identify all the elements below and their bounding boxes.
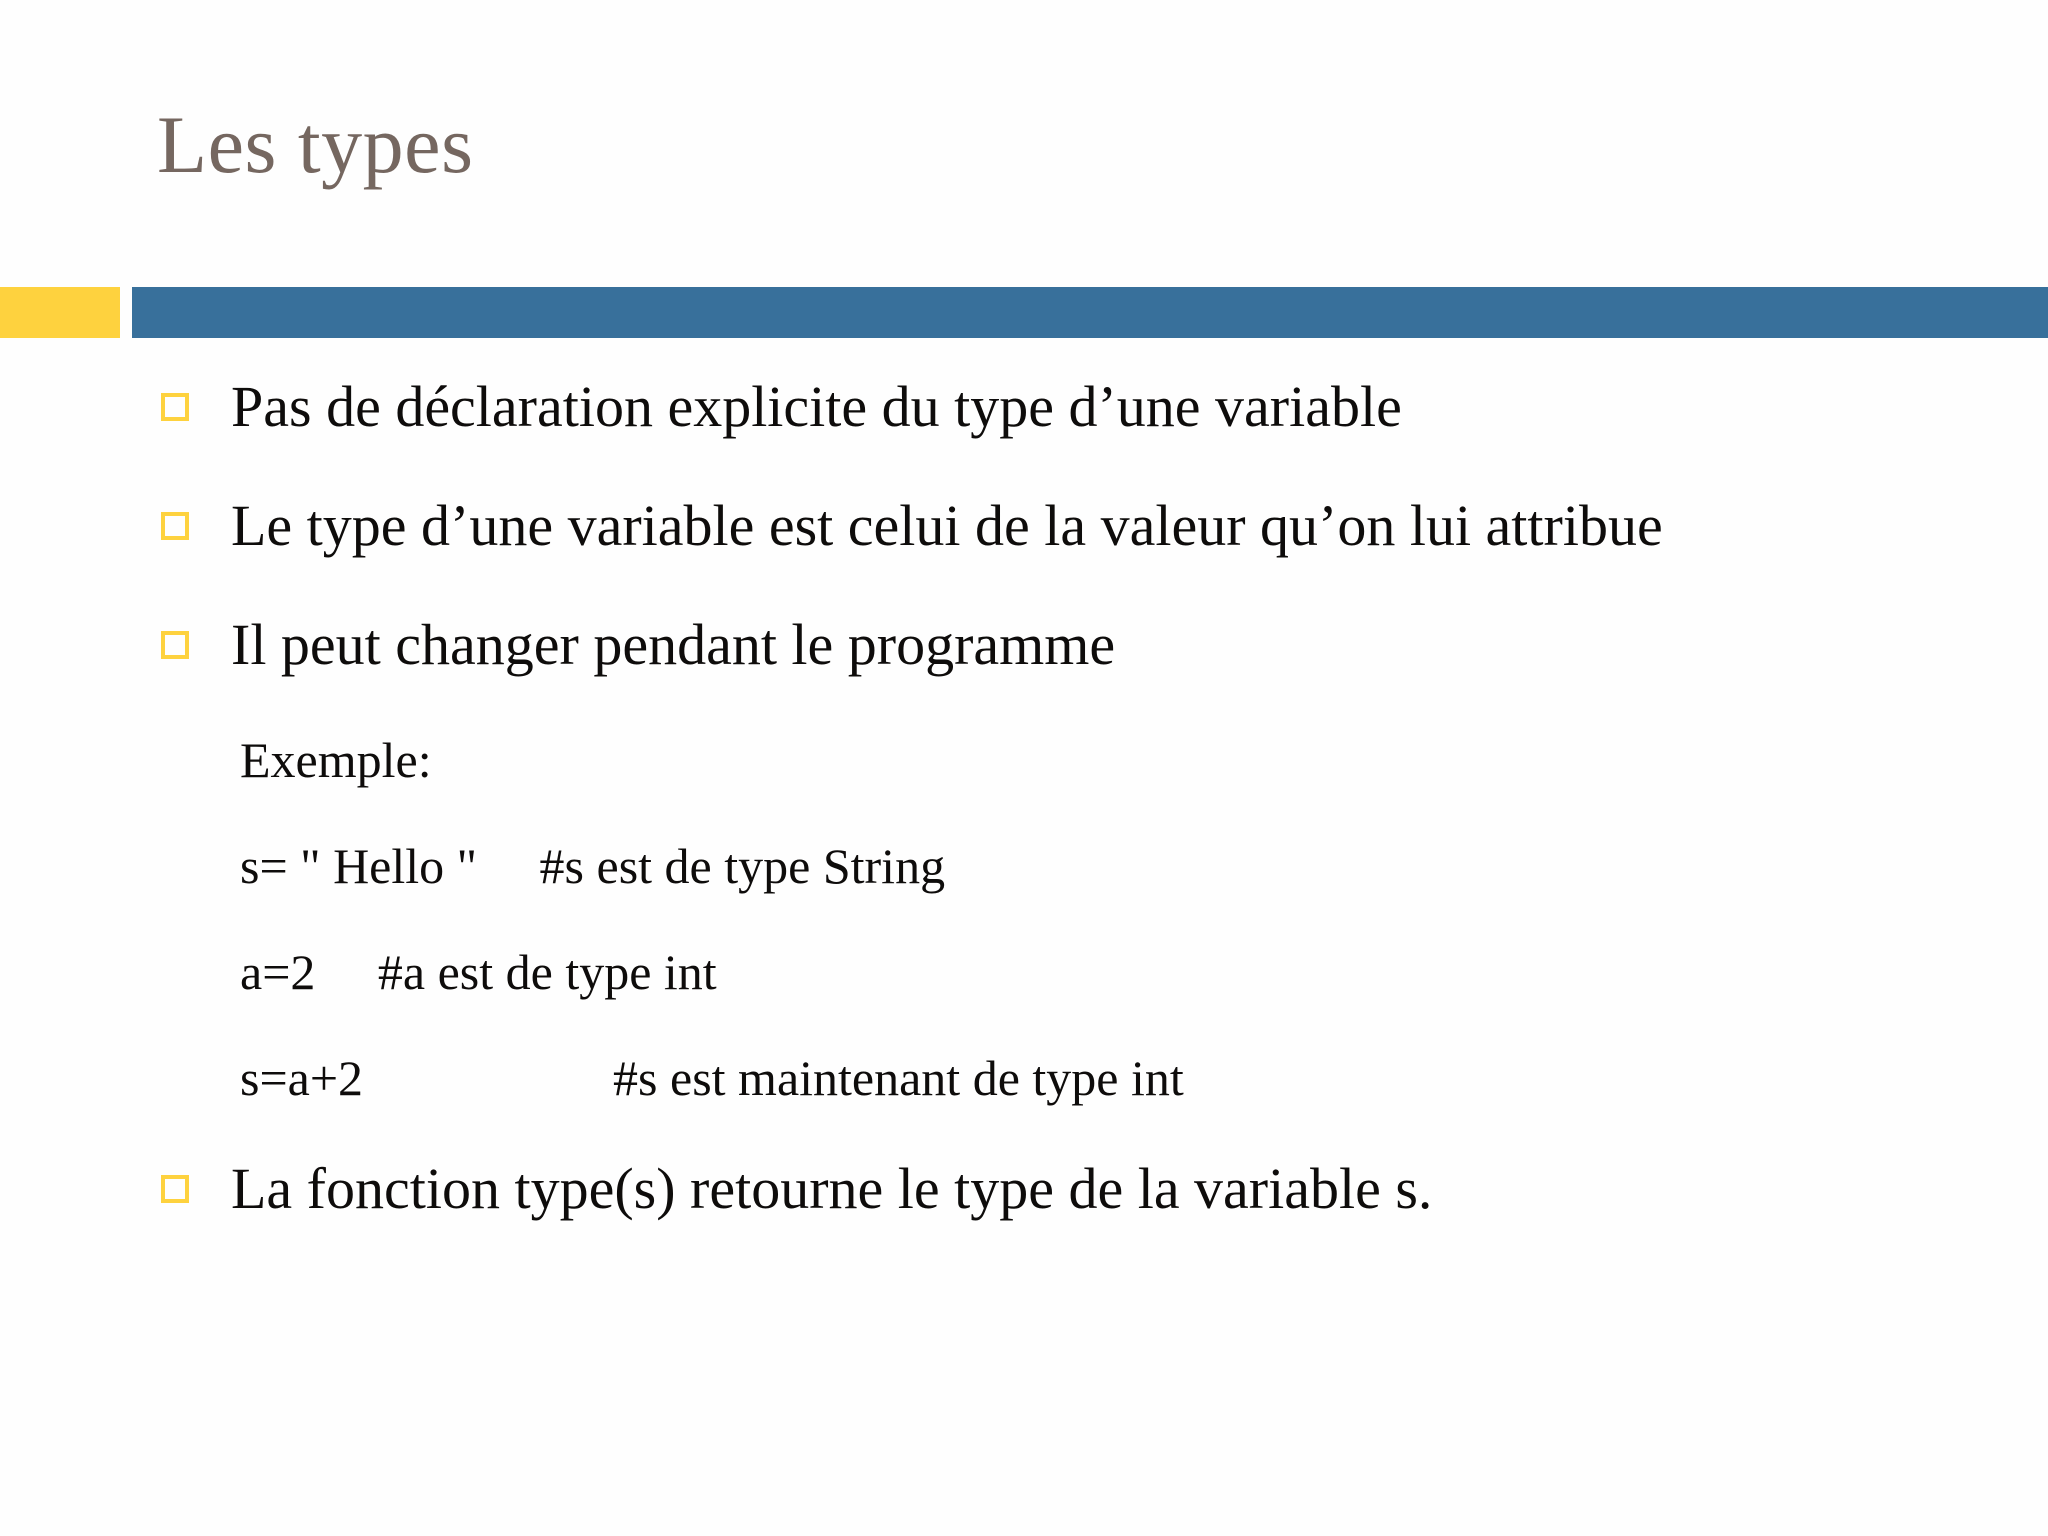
bullet-item	[161, 1156, 1433, 1221]
example-line: s=a+2 #s est maintenant de type int	[240, 1050, 1184, 1106]
slide-title: Les types	[157, 99, 474, 190]
example-heading: Exemple:	[240, 732, 432, 788]
square-bullet-icon	[161, 393, 189, 421]
square-bullet-icon	[161, 512, 189, 540]
bullet-text: Il peut changer pendant le programme	[231, 612, 1116, 677]
bullet-item	[161, 612, 1116, 677]
title-accent-bar	[0, 287, 120, 338]
title-divider-bar	[132, 287, 2048, 338]
bullet-item	[161, 374, 1402, 439]
square-bullet-icon	[161, 631, 189, 659]
bullet-text: Pas de déclaration explicite du type d’une variable	[231, 374, 1402, 439]
example-line: a=2 #a est de type int	[240, 944, 717, 1000]
bullet-text: La fonction type(s) retourne le type de la variable s.	[231, 1156, 1433, 1221]
square-bullet-icon	[161, 1175, 189, 1203]
bullet-item	[161, 493, 1663, 558]
bullet-text: Le type d’une variable est celui de la valeur qu’on lui attribue	[231, 493, 1663, 558]
example-line: s= " Hello " #s est de type String	[240, 838, 946, 894]
